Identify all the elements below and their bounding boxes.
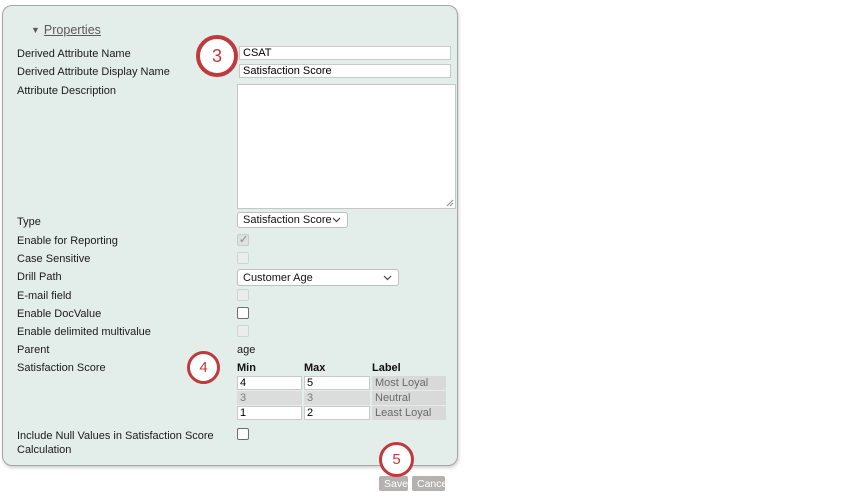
annotation-step-5-circle: 5 [379,442,414,477]
annotation-step-4-circle: 4 [187,351,220,384]
max-cell-row2: 3 [304,391,370,405]
label-cell-row3: Least Loyal [372,406,446,420]
attribute-description-textarea[interactable] [238,85,455,208]
derived-attribute-name-input[interactable] [239,46,451,60]
satisfaction-score-table [237,362,446,421]
parent-label: Parent [17,344,50,356]
type-select[interactable] [237,212,348,228]
enable-docvalue-label: Enable DocValue [17,308,102,320]
save-button[interactable]: Save [379,476,408,491]
label-column-header: Label [372,362,401,374]
max-input-row3[interactable] [304,406,370,420]
include-null-values-checkbox[interactable] [237,428,249,440]
min-column-header: Min [237,362,256,374]
min-input-row3[interactable] [237,406,302,420]
derived-attribute-display-name-label: Derived Attribute Display Name [17,66,170,78]
include-null-values-label: Include Null Values in Satisfaction Score Calculation [17,430,214,456]
properties-panel [2,5,458,466]
max-input-row1[interactable] [304,376,370,390]
annotation-step-3-circle: 3 [196,35,238,77]
cancel-button[interactable]: Cancel [412,476,445,491]
score-table-row [237,406,446,420]
attribute-description-label: Attribute Description [17,85,117,97]
drill-path-label: Drill Path [17,271,62,283]
type-select-value: Satisfaction Score [243,214,332,226]
parent-value: age [237,344,256,356]
type-label: Type [17,216,41,228]
label-cell-row2: Neutral [372,391,446,405]
case-sensitive-label: Case Sensitive [17,253,91,265]
email-field-label: E-mail field [17,290,72,302]
derived-attribute-name-label: Derived Attribute Name [17,48,131,60]
score-table-row [237,391,446,405]
properties-section-toggle[interactable]: Properties [43,23,101,37]
chevron-down-icon [383,275,392,281]
drill-path-select[interactable] [237,269,399,286]
label-cell-row1: Most Loyal [372,376,446,390]
case-sensitive-checkbox [237,252,249,264]
enable-for-reporting-label: Enable for Reporting [17,235,118,247]
email-field-checkbox [237,289,249,301]
max-column-header: Max [304,362,326,374]
derived-attribute-display-name-input[interactable] [239,64,451,78]
collapse-triangle-icon: ▼ [31,24,40,35]
score-table-row [237,376,446,390]
min-cell-row2: 3 [237,391,302,405]
min-input-row1[interactable] [237,376,302,390]
properties-section-header [31,23,101,37]
attribute-description-textarea-wrap [237,84,456,209]
drill-path-select-value: Customer Age [243,271,313,284]
chevron-down-icon [332,217,341,223]
enable-delimited-multivalue-checkbox [237,325,249,337]
enable-delimited-multivalue-label: Enable delimited multivalue [17,326,151,338]
enable-for-reporting-checkbox [237,234,249,246]
enable-docvalue-checkbox[interactable] [237,307,249,319]
satisfaction-score-label: Satisfaction Score [17,362,106,374]
score-table-header-row [237,362,446,375]
